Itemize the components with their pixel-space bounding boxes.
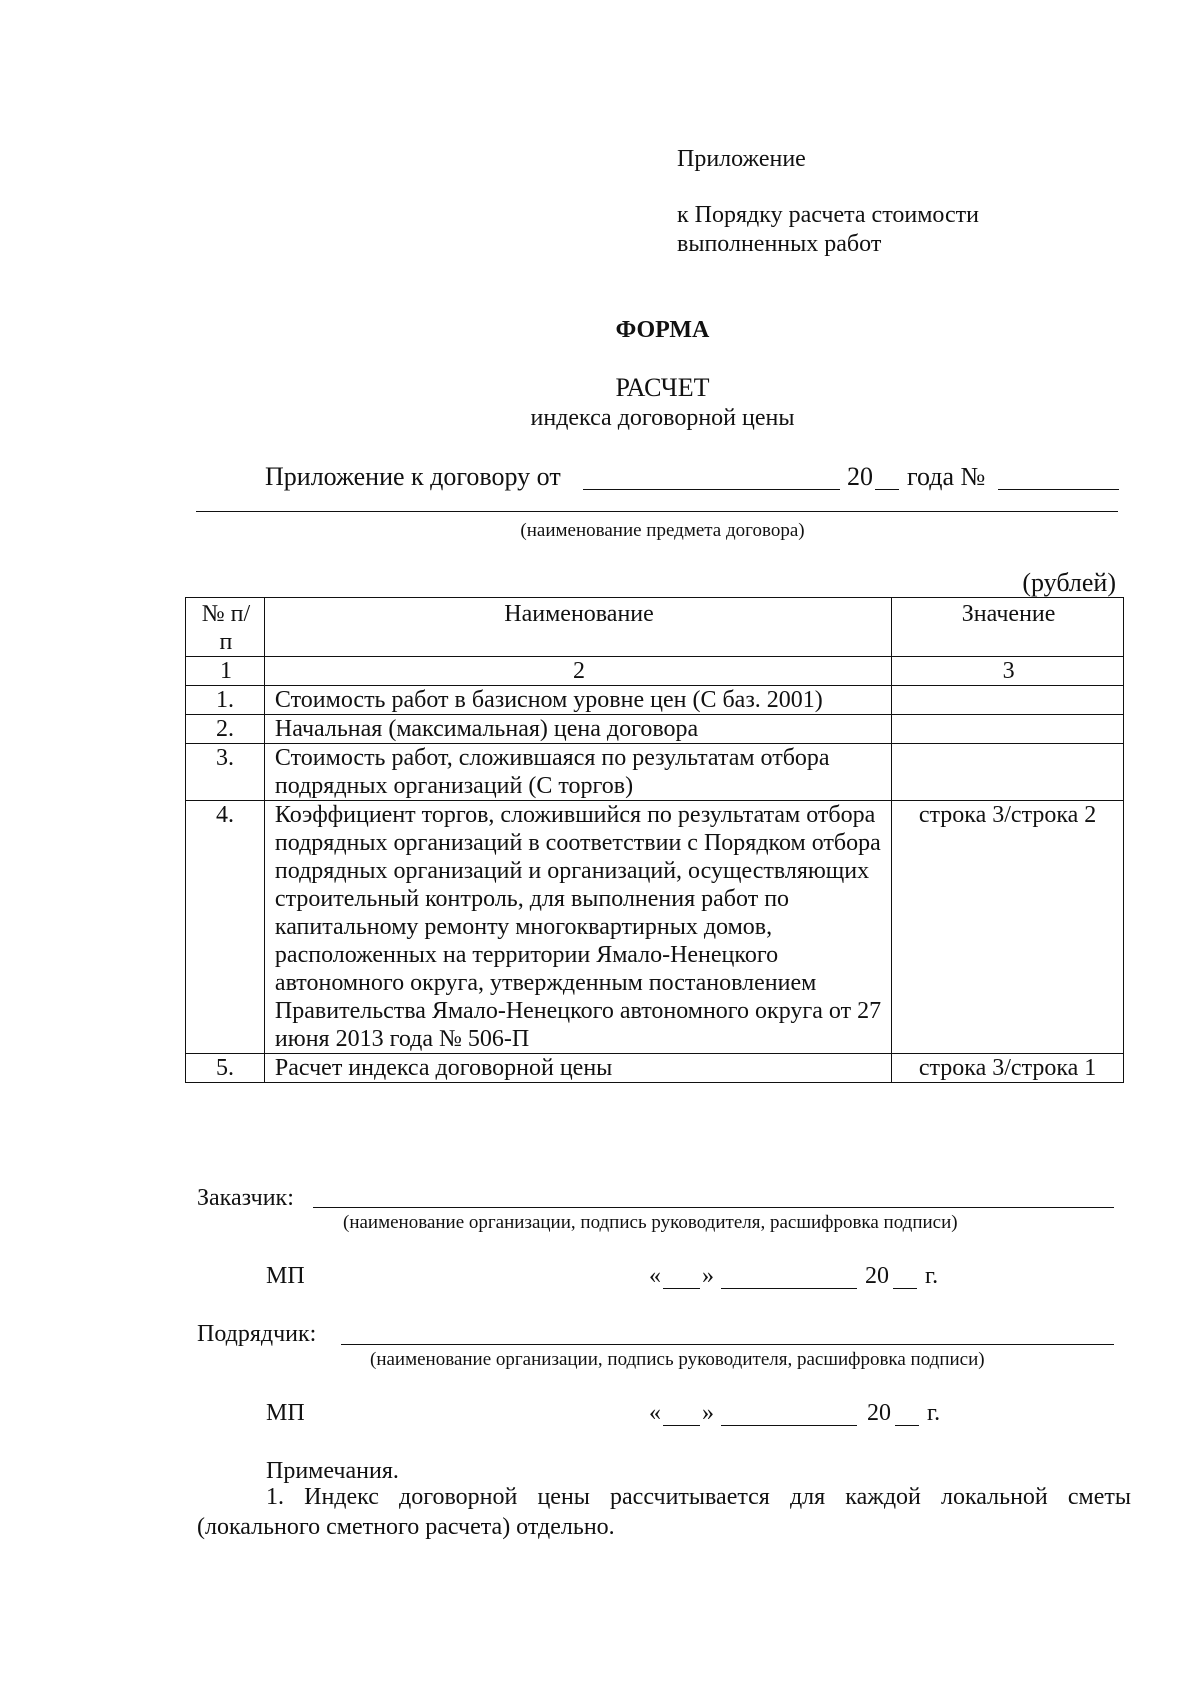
subject-blank (196, 511, 1118, 512)
table-column-number-row (186, 657, 1124, 686)
row-number: 2. (186, 715, 265, 744)
row-number: 3. (186, 744, 265, 801)
customer-caption: (наименование организации, подпись руководителя, расшифровка подписи) (343, 1212, 958, 1233)
customer-day-blank (663, 1288, 700, 1289)
contractor-year-suffix: г. (927, 1400, 941, 1426)
table-row (186, 1054, 1124, 1083)
contract-date-blank (583, 489, 840, 490)
row-number: 1. (186, 686, 265, 715)
row-name: Коэффициент торгов, сложившийся по результатам отбора подрядных организаций в соответствии с Порядком отбора подрядных организаций и организаций, осуществляющих строительный контроль, для выполнения работ по капитальному ремонту многоквартирных домов, расположенных на территории Ямало-Ненецкого автономного округа, утвержденным постановлением Правительства Ямало-Ненецкого автономного округа от 27 июня 2013 года № 506-П (264, 801, 891, 1054)
table-row (186, 715, 1124, 744)
column-number-3: 3 (892, 657, 1124, 686)
customer-year-blank (893, 1288, 917, 1289)
subject-caption: (наименование предмета договора) (520, 520, 805, 541)
customer-signature-line (313, 1207, 1114, 1208)
table-row (186, 801, 1124, 1054)
row-number: 4. (186, 801, 265, 1054)
customer-year-prefix: 20 (865, 1263, 889, 1289)
contractor-day-blank (663, 1425, 700, 1426)
customer-year-suffix: г. (925, 1263, 939, 1289)
contractor-year-blank (895, 1425, 919, 1426)
contractor-label: Подрядчик: (197, 1321, 317, 1347)
contractor-signature-line (341, 1344, 1114, 1345)
row-value (892, 744, 1124, 801)
note-item-1: 1. Индекс договорной цены рассчитывается для каждой локальной сметы (локального сметного расчета) отдельно. (197, 1484, 1131, 1540)
contractor-year-prefix: 20 (867, 1400, 891, 1426)
document-subtitle: индекса договорной цены (530, 405, 795, 431)
contractor-date-close-quote: » (702, 1400, 714, 1426)
header-number: № п/п (186, 598, 265, 657)
contractor-stamp: МП (266, 1400, 305, 1426)
contract-year-suffix: года № (907, 462, 986, 491)
table-header-row (186, 598, 1124, 657)
row-name: Начальная (максимальная) цена договора (264, 715, 891, 744)
row-value: строка 3/строка 1 (892, 1054, 1124, 1083)
customer-month-blank (721, 1288, 857, 1289)
header-value: Значение (892, 598, 1124, 657)
customer-date-close-quote: » (702, 1263, 714, 1289)
customer-stamp: МП (266, 1263, 305, 1289)
appendix-line-1: к Порядку расчета стоимости (677, 202, 979, 228)
notes-title: Примечания. (266, 1458, 399, 1484)
form-label: ФОРМА (615, 317, 710, 343)
table-row (186, 686, 1124, 715)
row-value (892, 715, 1124, 744)
contractor-month-blank (721, 1425, 857, 1426)
calculation-table (185, 597, 1124, 1083)
row-value (892, 686, 1124, 715)
units-label: (рублей) (1022, 568, 1116, 597)
customer-date-open-quote: « (649, 1263, 661, 1289)
contract-year-blank (875, 489, 899, 490)
row-name: Расчет индекса договорной цены (264, 1054, 891, 1083)
contractor-caption: (наименование организации, подпись руководителя, расшифровка подписи) (370, 1349, 985, 1370)
document-title: РАСЧЕТ (615, 373, 710, 402)
contractor-date-open-quote: « (649, 1400, 661, 1426)
appendix-line-2: выполненных работ (677, 231, 882, 257)
header-name: Наименование (264, 598, 891, 657)
contract-year-prefix: 20 (847, 462, 873, 491)
appendix-heading: Приложение (677, 146, 806, 172)
row-name: Стоимость работ, сложившаяся по результатам отбора подрядных организаций (С торгов) (264, 744, 891, 801)
contract-number-blank (998, 489, 1119, 490)
column-number-1: 1 (186, 657, 265, 686)
row-number: 5. (186, 1054, 265, 1083)
row-name: Стоимость работ в базисном уровне цен (С баз. 2001) (264, 686, 891, 715)
contract-prefix: Приложение к договору от (265, 462, 561, 491)
customer-label: Заказчик: (197, 1185, 294, 1211)
table-row (186, 744, 1124, 801)
column-number-2: 2 (264, 657, 891, 686)
row-value: строка 3/строка 2 (892, 801, 1124, 1054)
